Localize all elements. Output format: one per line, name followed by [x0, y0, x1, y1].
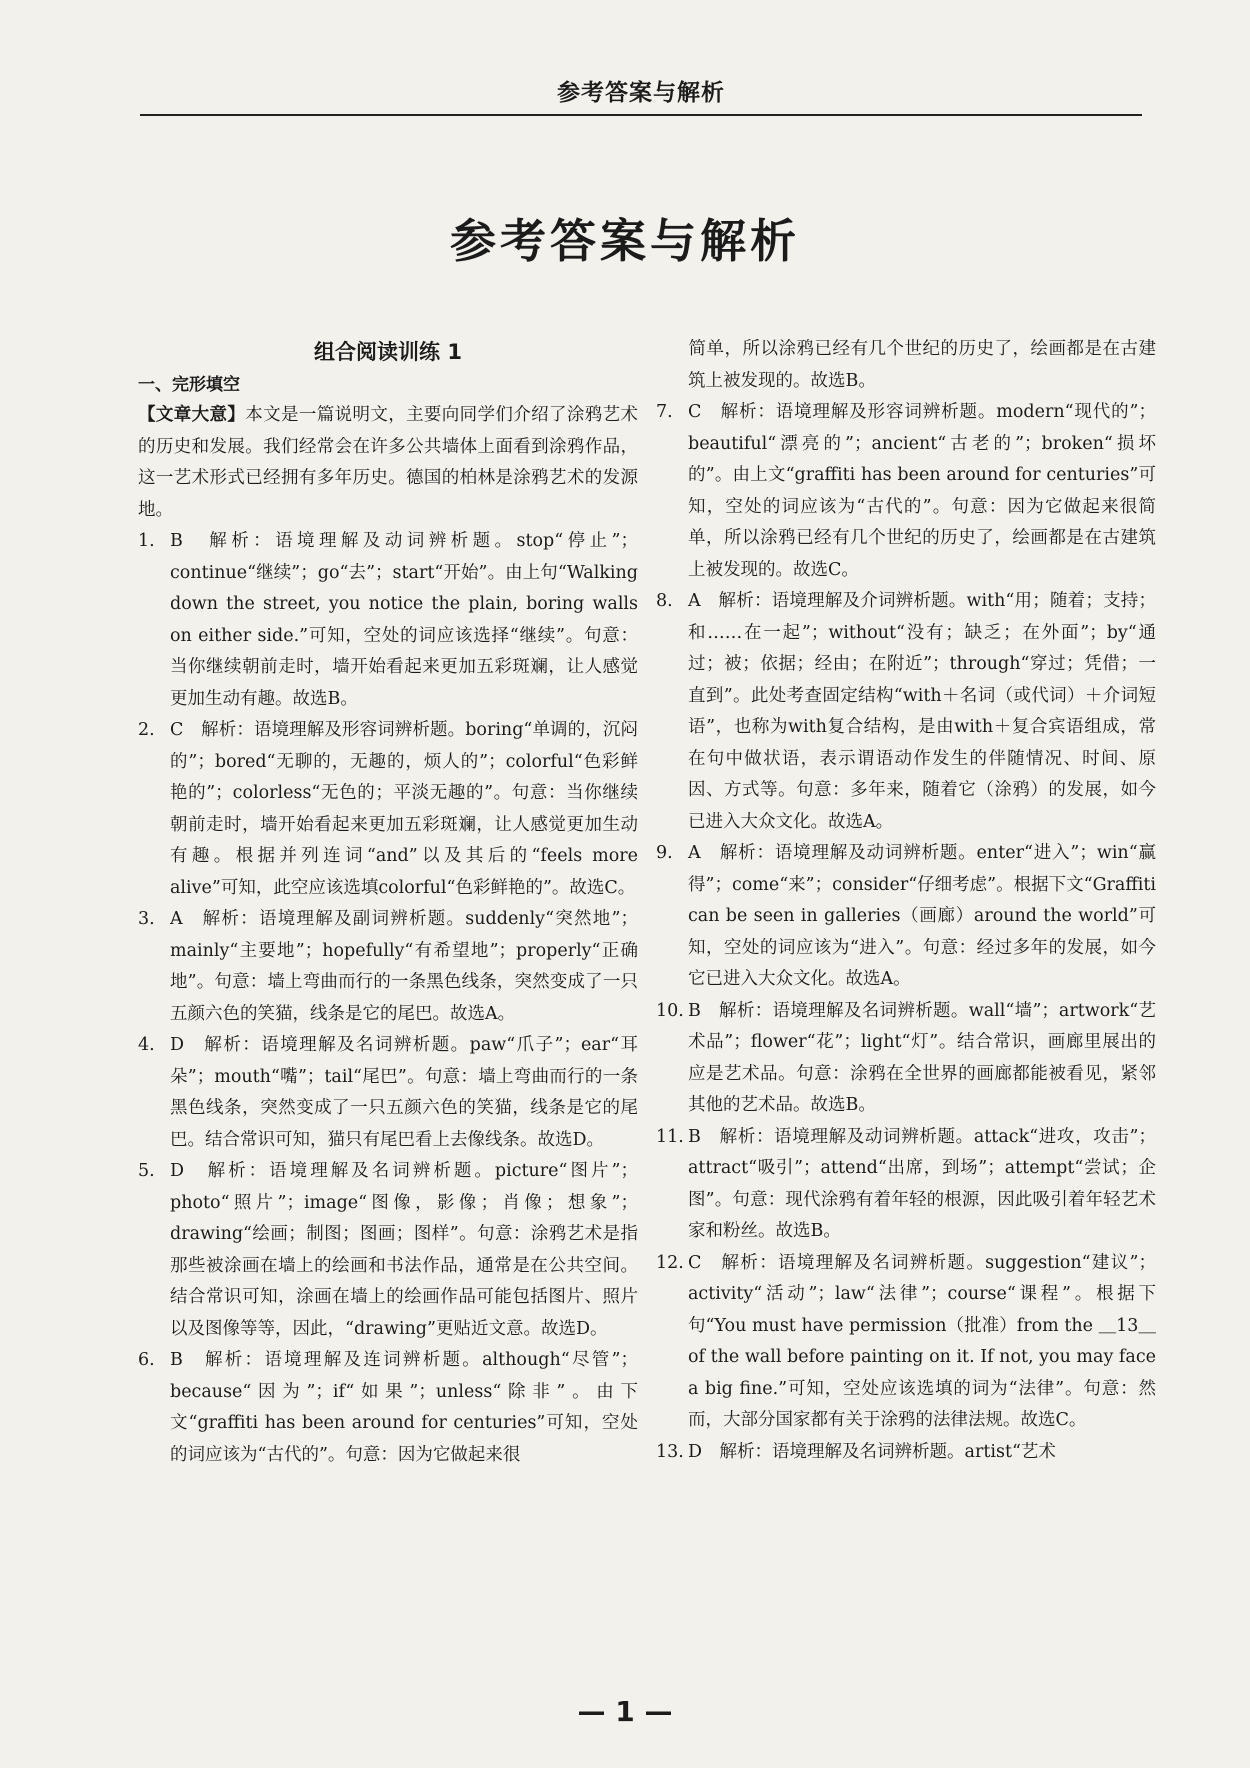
item-text: A 解析：语境理解及副词辨析题。suddenly“突然地”；mainly“主要地”；hopefully“有希望地”；properly“正确地”。句意：墙上弯曲而行的一条黑色线条，突然变成了一只五颜六色的笑猫，线条是它的尾巴。故选A。 [170, 909, 638, 1024]
answer-item [656, 1248, 1156, 1437]
item-text: C 解析：语境理解及形容词辨析题。boring“单调的，沉闷的”；bored“无聊的，无趣的，烦人的”；colorful“色彩鲜艳的”；colorless“无色的；平淡无趣的”。句意：当你继续朝前走时，墙开始看起来更加五彩斑斓，让人感觉更加生动有趣。根据并列连词“and”以及其后的“feels more alive”可知，此空应该选填colorful“色彩鲜艳的”。故选C。 [170, 720, 638, 898]
item-number: 5. [138, 1161, 155, 1181]
item-number: 6. [138, 1350, 155, 1370]
page-number: — 1 — [577, 1695, 673, 1728]
running-header: 参考答案与解析 [557, 80, 725, 106]
item-text: D 解析：语境理解及名词辨析题。artist“艺术 [688, 1441, 1056, 1462]
item-text: C 解析：语境理解及形容词辨析题。modern“现代的”；beautiful“漂亮的”；ancient“古老的”；broken“损坏的”。由上文“graffiti has been around for centuries”可知，空处的词应该为“古代的”。句意：因为它做起来很简单，所以涂鸦已经有几个世纪的历史了，绘画都是在古建筑上被发现的。故选C。 [688, 402, 1156, 580]
item-text: C 解析：语境理解及名词辨析题。suggestion“建议”；activity“活动”；law“法律”；course“课程”。根据下句“You must have permission（批准）from the ＿13＿ of the wall before painting on it. If not, you may face a big fine.”可知，空处应该选填的词为“法律”。句意：然而，大部分国家都有关于涂鸦的法律法规。故选C。 [688, 1252, 1156, 1430]
item-number: 7. [656, 402, 673, 422]
item-number: 2. [138, 720, 155, 740]
answer-item [656, 996, 1156, 1122]
item-number: 11. [656, 1126, 684, 1147]
item-text: B 解析：语境理解及动词辨析题。stop“停止”；continue“继续”；go“去”；start“开始”。由上句“Walking down the street, you notice the plain, boring walls on either side.”可知，空处的词应该选择“继续”。句意：当你继续朝前走时，墙开始看起来更加五彩斑斓，让人感觉更加生动有趣。故选B。 [170, 531, 638, 709]
answer-item [656, 586, 1156, 838]
left-column [138, 334, 638, 1471]
answer-item [138, 904, 638, 1030]
item-text: 简单，所以涂鸦已经有几个世纪的历史了，绘画都是在古建筑上被发现的。故选B。 [688, 339, 1156, 391]
item-number: 4. [138, 1035, 155, 1055]
item-text: A 解析：语境理解及动词辨析题。enter“进入”；win“赢得”；come“来”；consider“仔细考虑”。根据下文“Graffiti can be seen in galleries（画廊）around the world”可知，空处的词应该为“进入”。句意：经过多年的发展，如今它已进入大众文化。故选A。 [688, 843, 1157, 989]
item-text: D 解析：语境理解及名词辨析题。picture“图片”；photo“照片”；image“图像，影像；肖像；想象”；drawing“绘画；制图；图画；图样”。句意：涂鸦艺术是指那些被涂画在墙上的绘画和书法作品，通常是在公共空间。结合常识可知，涂画在墙上的绘画作品可能包括图片、照片以及图像等等，因此，“drawing”更贴近文意。故选D。 [170, 1161, 638, 1339]
header-rule [140, 114, 1142, 116]
answer-item [656, 1437, 1156, 1469]
right-column [656, 334, 1156, 1468]
item-text: B 解析：语境理解及名词辨析题。wall“墙”；artwork“艺术品”；flower“花”；light“灯”。结合常识，画廊里展出的应是艺术品。句意：涂鸦在全世界的画廊都能被看见，紧邻其他的艺术品。故选B。 [688, 1000, 1156, 1115]
item-number: 1. [138, 531, 155, 551]
answer-item [138, 1156, 638, 1345]
summary-paragraph [138, 400, 638, 526]
item-number: 8. [656, 591, 673, 611]
answer-item [138, 1030, 638, 1156]
part-title: 一、完形填空 [138, 375, 240, 395]
main-title: 参考答案与解析 [450, 214, 800, 268]
answer-item [656, 838, 1156, 996]
summary-label: 【文章大意】 [138, 405, 246, 425]
section-title: 组合阅读训练 1 [314, 340, 462, 364]
answer-item [656, 397, 1156, 586]
item-text: D 解析：语境理解及名词辨析题。paw“爪子”；ear“耳朵”；mouth“嘴”；tail“尾巴”。句意：墙上弯曲而行的一条黑色线条，突然变成了一只五颜六色的笑猫，线条是它的尾巴。结合常识可知，猫只有尾巴看上去像线条。故选D。 [170, 1035, 638, 1150]
answer-item [138, 715, 638, 904]
answer-item [138, 526, 638, 715]
item-text: B 解析：语境理解及动词辨析题。attack“进攻，攻击”；attract“吸引”；attend“出席，到场”；attempt“尝试；企图”。句意：现代涂鸦有着年轻的根源，因此吸引着年轻艺术家和粉丝。故选B。 [688, 1126, 1156, 1241]
item-number: 9. [656, 843, 673, 863]
item-text: A 解析：语境理解及介词辨析题。with“用；随着；支持；和……在一起”；without“没有；缺乏；在外面”；by“通过；被；依据；经由；在附近”；through“穿过；凭借；一直到”。此处考查固定结构“with＋名词（或代词）＋介词短语”，也称为with复合结构，是由with＋复合宾语组成，常在句中做状语，表示谓语动作发生的伴随情况、时间、原因、方式等。句意：多年来，随着它（涂鸦）的发展，如今已进入大众文化。故选A。 [688, 591, 1156, 832]
item-number: 13. [656, 1441, 684, 1462]
item-number: 3. [138, 909, 155, 929]
item-text: B 解析：语境理解及连词辨析题。although“尽管”；because“因为”；if“如果”；unless“除非”。由下文“graffiti has been around for centuries”可知，空处的词应该为“古代的”。句意：因为它做起来很 [170, 1350, 638, 1465]
item-number: 12. [656, 1252, 684, 1273]
summary-text: 本文是一篇说明文，主要向同学们介绍了涂鸦艺术的历史和发展。我们经常会在许多公共墙体上面看到涂鸦作品，这一艺术形式已经拥有多年历史。德国的柏林是涂鸦艺术的发源地。 [138, 405, 639, 520]
answer-item [138, 1345, 638, 1471]
answer-item-continued [656, 334, 1156, 397]
item-number: 10. [656, 1000, 684, 1021]
answer-item [656, 1122, 1156, 1248]
